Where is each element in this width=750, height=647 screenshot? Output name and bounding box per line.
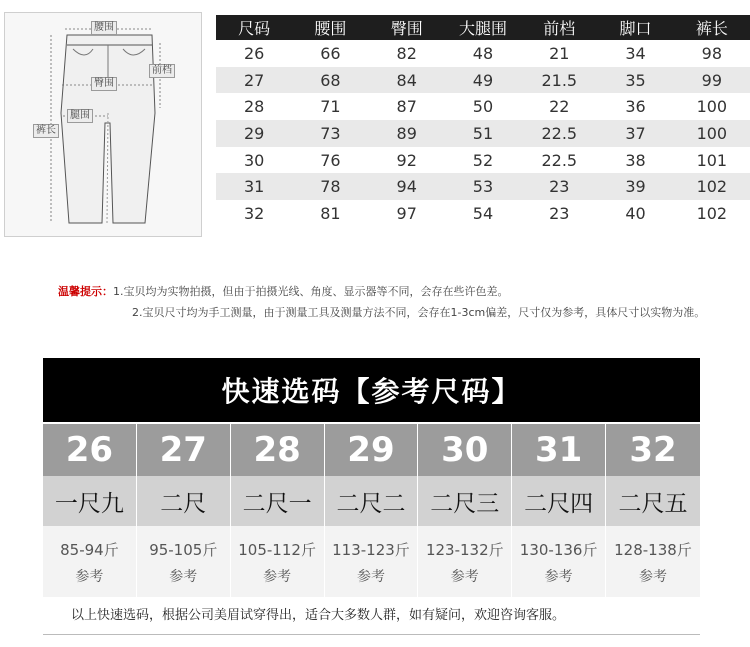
quick-size-number: 28 (231, 424, 324, 476)
quick-size-chi: 二尺二 (325, 476, 418, 526)
table-cell: 23 (521, 173, 597, 200)
table-cell: 89 (369, 120, 445, 147)
table-cell: 97 (396, 203, 417, 223)
quick-size-ref: 参考 (356, 568, 385, 585)
tip-line-1 (58, 281, 738, 302)
quick-size-number: 31 (512, 424, 605, 476)
quick-size-chi: 二尺一 (231, 476, 324, 526)
table-cell: 52 (472, 150, 494, 170)
quick-size-column (325, 424, 419, 598)
table-cell: 78 (292, 173, 368, 200)
quick-size-ref: 参考 (75, 568, 104, 585)
quick-size-weight: 105-112斤 (238, 540, 316, 559)
table-cell: 73 (292, 120, 368, 147)
table-header-row (216, 15, 750, 40)
table-cell: 21.5 (521, 67, 597, 94)
table-cell: 22.5 (541, 150, 578, 170)
header-length: 裤长 (674, 15, 750, 40)
diagram-label-rise: 前档 (149, 64, 175, 78)
table-cell: 94 (369, 173, 445, 200)
table-cell: 31 (216, 173, 292, 200)
tip-text-2: 2.宝贝尺寸均为手工测量，由于测量工具及测量方法不同，会存在1-3cm偏差，尺寸仅为参考，具体尺寸以实物为准。 (132, 306, 706, 319)
table-cell: 92 (396, 150, 417, 170)
header-thigh: 大腿围 (445, 15, 521, 40)
quick-size-weight-cell (231, 526, 324, 598)
table-cell: 99 (674, 67, 750, 94)
quick-size-number: 29 (325, 424, 418, 476)
tips-notes (58, 281, 738, 323)
quick-size-ref: 参考 (169, 568, 198, 585)
table-cell: 29 (216, 120, 292, 147)
quick-size-footer-note: 以上快速选码，根据公司美眉试穿得出，适合大多数人群，如有疑问，欢迎咨询客服。 (43, 597, 700, 635)
table-row (216, 93, 750, 120)
quick-size-weight-cell (325, 526, 418, 598)
table-cell: 84 (369, 67, 445, 94)
table-row (216, 120, 750, 147)
quick-size-weight-cell (43, 526, 136, 598)
quick-size-chi: 一尺九 (43, 476, 136, 526)
quick-size-chi: 二尺四 (512, 476, 605, 526)
table-cell: 68 (292, 67, 368, 94)
table-cell: 102 (674, 173, 750, 200)
table-cell: 22 (549, 97, 570, 117)
quick-size-title: 快速选码【参考尺码】 (43, 358, 700, 422)
table-cell: 71 (320, 97, 341, 117)
table-cell: 32 (243, 203, 265, 223)
quick-size-column (418, 424, 512, 598)
table-cell: 36 (625, 97, 646, 117)
quick-size-number: 27 (137, 424, 230, 476)
quick-size-column (512, 424, 606, 598)
diagram-label-thigh: 腿围 (67, 109, 93, 123)
quick-size-number: 30 (418, 424, 511, 476)
quick-size-chi: 二尺三 (418, 476, 511, 526)
quick-size-number: 26 (43, 424, 136, 476)
table-row (216, 147, 750, 174)
table-row (216, 200, 750, 227)
table-cell: 49 (445, 67, 521, 94)
quick-size-weight: 123-132斤 (425, 540, 504, 559)
quick-size-column (43, 424, 137, 598)
pants-diagram (4, 12, 202, 237)
table-row (216, 67, 750, 94)
table-cell: 27 (216, 67, 292, 94)
table-cell: 66 (320, 43, 341, 63)
quick-size-ref: 参考 (450, 568, 479, 585)
header-waist: 腰围 (292, 15, 368, 40)
quick-size-weight-cell (418, 526, 511, 598)
table-cell: 98 (701, 43, 723, 63)
diagram-label-waist: 腰围 (91, 21, 117, 35)
table-cell: 102 (696, 203, 728, 223)
table-cell: 21 (549, 43, 570, 63)
table-cell: 82 (396, 43, 417, 63)
quick-size-weight: 113-123斤 (332, 540, 410, 559)
table-cell: 26 (243, 43, 265, 63)
table-cell: 34 (625, 43, 646, 63)
table-cell: 40 (625, 203, 646, 223)
table-cell: 51 (445, 120, 521, 147)
size-measurement-table (216, 15, 750, 227)
quick-size-column (231, 424, 325, 598)
quick-size-grid (43, 424, 700, 598)
quick-size-column (137, 424, 231, 598)
diagram-label-length: 裤长 (33, 124, 59, 138)
table-cell: 28 (243, 97, 265, 117)
quick-size-weight-cell (512, 526, 605, 598)
header-hip: 臀围 (369, 15, 445, 40)
table-cell: 48 (472, 43, 494, 63)
quick-size-chi: 二尺 (137, 476, 230, 526)
table-cell: 22.5 (521, 120, 597, 147)
table-cell: 39 (597, 173, 673, 200)
table-cell: 87 (396, 97, 417, 117)
table-cell: 37 (597, 120, 673, 147)
table-cell: 23 (549, 203, 570, 223)
table-cell: 76 (320, 150, 341, 170)
quick-size-chi: 二尺五 (606, 476, 700, 526)
table-cell: 50 (472, 97, 494, 117)
quick-size-weight: 95-105斤 (149, 540, 218, 559)
quick-size-weight: 85-94斤 (60, 540, 119, 559)
quick-size-weight: 128-138斤 (614, 540, 692, 559)
table-cell: 30 (243, 150, 265, 170)
table-cell: 35 (597, 67, 673, 94)
table-row (216, 173, 750, 200)
table-cell: 54 (472, 203, 494, 223)
tip-label: 温馨提示： (58, 285, 113, 298)
header-hem: 脚口 (597, 15, 673, 40)
table-cell: 100 (696, 97, 728, 117)
tip-text-1: 1.宝贝均为实物拍摄，但由于拍摄光线、角度、显示器等不同，会存在些许色差。 (113, 285, 509, 298)
quick-size-ref: 参考 (638, 568, 667, 585)
table-cell: 81 (320, 203, 341, 223)
quick-size-weight-cell (137, 526, 230, 598)
header-rise: 前档 (521, 15, 597, 40)
table-cell: 53 (445, 173, 521, 200)
header-size: 尺码 (216, 15, 292, 40)
table-row (216, 40, 750, 67)
table-cell: 101 (696, 150, 728, 170)
quick-size-weight: 130-136斤 (519, 540, 598, 559)
table-cell: 100 (674, 120, 750, 147)
quick-size-weight-cell (606, 526, 700, 598)
quick-size-ref: 参考 (263, 568, 292, 585)
quick-size-column (606, 424, 700, 598)
quick-size-ref: 参考 (544, 568, 573, 585)
diagram-label-hip: 臀围 (91, 77, 117, 91)
quick-size-number: 32 (606, 424, 700, 476)
table-cell: 38 (625, 150, 646, 170)
